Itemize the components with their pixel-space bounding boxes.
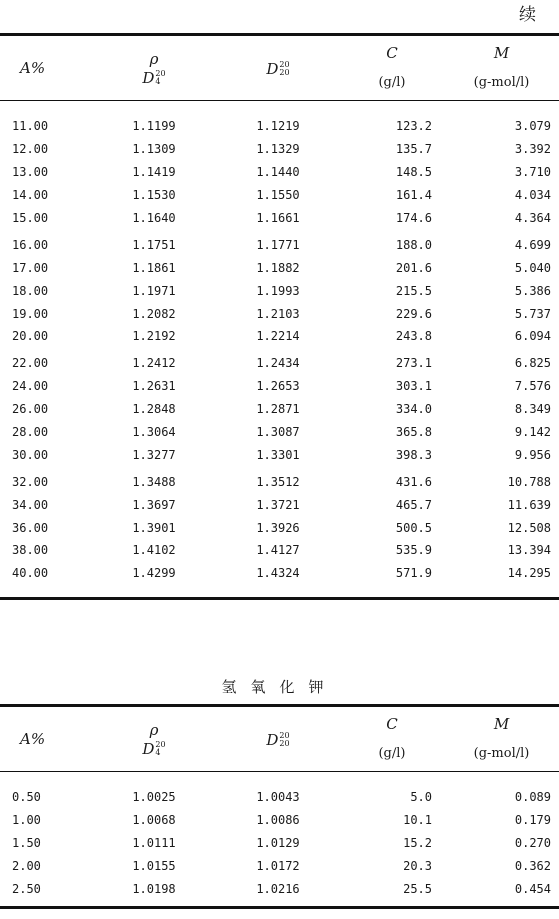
cell-concentration: 303.1 [395,379,432,394]
table-row [0,325,559,348]
cell-molarity: 0.362 [514,859,551,874]
table-row [0,101,559,138]
cell-rho: 1.1640 [132,211,176,225]
cell-rho: 1.0111 [132,836,176,851]
table-row [0,184,559,207]
cell-d20: 1.1550 [256,188,300,203]
cell-d20: 1.0086 [256,813,300,828]
header-a-percent: A% [20,730,46,748]
cell-d20: 1.1661 [256,211,300,225]
cell-d20: 1.3721 [256,497,300,512]
header-concentration [340,706,444,772]
cell-a-percent: 1.50 [12,836,41,851]
cell-d20: 1.1993 [256,283,300,298]
cell-d20: 1.2434 [256,356,300,371]
header-d4-symbol: D [142,68,155,87]
cell-a-percent: 28.00 [12,425,49,440]
cell-a-percent: 1.00 [12,813,41,828]
cell-concentration: 5.0 [410,790,432,805]
cell-d20: 1.3926 [256,520,300,535]
cell-a-percent: 30.00 [12,447,49,462]
header-d20 [216,35,340,101]
cell-a-percent: 40.00 [12,566,49,581]
cell-molarity: 5.737 [514,306,551,321]
cell-molarity: 5.386 [514,283,551,298]
cell-rho: 1.0025 [132,790,176,805]
cell-rho: 1.0068 [132,813,176,828]
cell-a-percent: 14.00 [12,188,49,203]
table-header-row [0,35,559,101]
cell-d20: 1.1771 [256,237,300,252]
cell-concentration: 123.2 [395,119,432,134]
header-d20-sup: 20 [279,731,290,740]
cell-concentration: 215.5 [395,283,432,298]
cell-molarity: 0.270 [514,836,551,851]
cell-rho: 1.3901 [132,520,176,535]
cell-rho: 1.1530 [132,188,176,203]
table-row [0,539,559,562]
cell-rho: 1.1419 [132,165,176,180]
cell-concentration: 398.3 [395,447,432,462]
cell-molarity: 3.079 [514,119,551,134]
header-d20-sub: 20 [279,68,290,77]
cell-concentration: 465.7 [395,497,432,512]
cell-molarity: 7.576 [514,379,551,394]
cell-d20: 1.2214 [256,329,300,344]
table-row [0,138,559,161]
cell-d20: 1.2871 [256,402,300,417]
cell-rho: 1.2192 [132,329,176,344]
cell-concentration: 174.6 [395,211,432,225]
header-concentration [340,35,444,101]
table-row [0,256,559,279]
header-d20-indices [279,732,289,748]
cell-molarity: 5.040 [514,260,551,275]
table-row [0,562,559,585]
cell-a-percent: 34.00 [12,497,49,512]
cell-concentration: 148.5 [395,165,432,180]
cell-concentration: 243.8 [395,329,432,344]
cell-rho: 1.1309 [132,142,176,157]
cell-rho: 1.2082 [132,306,176,321]
cell-concentration: 365.8 [395,425,432,440]
cell-rho: 1.3277 [132,447,176,462]
cell-d20: 1.0129 [256,836,300,851]
cell-molarity: 0.089 [514,790,551,805]
header-m-unit: (g-mol/l) [473,746,530,761]
header-c-symbol: C [386,715,398,733]
header-m-symbol: M [493,44,510,62]
cell-rho: 1.2631 [132,379,176,394]
cell-concentration: 15.2 [403,836,432,851]
cell-a-percent: 24.00 [12,379,49,394]
cell-a-percent: 19.00 [12,306,49,321]
cell-molarity: 12.508 [507,520,551,535]
cell-a-percent: 16.00 [12,237,49,252]
table-row [0,421,559,444]
cell-a-percent: 26.00 [12,402,49,417]
cell-rho: 1.3488 [132,474,176,489]
section-title: 氢氧化钾 [221,678,338,696]
table-2-body [0,772,559,901]
header-d4-indices [155,741,165,757]
header-d4-indices [155,70,165,86]
table-row [0,207,559,230]
cell-d20: 1.0216 [256,882,300,896]
table-row [0,466,559,493]
cell-rho: 1.3064 [132,425,176,440]
cell-molarity: 3.710 [514,165,551,180]
cell-concentration: 135.7 [395,142,432,157]
cell-rho: 1.4102 [132,543,176,558]
cell-molarity: 4.034 [514,188,551,203]
header-m-unit: (g-mol/l) [473,75,530,90]
header-rho: ρ [149,49,159,68]
cell-a-percent: 2.00 [12,859,41,874]
table-row [0,229,559,256]
cell-molarity: 13.394 [507,543,551,558]
cell-a-percent: 38.00 [12,543,49,558]
cell-rho: 1.1861 [132,260,176,275]
header-d20-sup: 20 [279,60,290,69]
table-row [0,375,559,398]
cell-a-percent: 36.00 [12,520,49,535]
cell-a-percent: 0.50 [12,790,41,805]
header-d20 [216,706,340,772]
cell-a-percent: 13.00 [12,165,49,180]
cell-concentration: 20.3 [403,859,432,874]
table-row [0,772,559,809]
header-molarity [444,35,559,101]
header-d20-indices [279,61,289,77]
cell-molarity: 9.142 [514,425,551,440]
table-row [0,832,559,855]
table-row [0,516,559,539]
cell-a-percent: 11.00 [12,119,49,134]
cell-d20: 1.4324 [256,566,300,581]
cell-molarity: 6.094 [514,329,551,344]
table-1-body [0,101,559,585]
table-row [0,493,559,516]
header-d4-sup: 20 [155,69,166,78]
cell-concentration: 334.0 [395,402,432,417]
cell-d20: 1.1219 [256,119,300,134]
table-row [0,809,559,832]
cell-d20: 1.2653 [256,379,300,394]
cell-d20: 1.4127 [256,543,300,558]
table-1-bottom-rule [0,597,559,600]
cell-d20: 1.0043 [256,790,300,805]
header-a-percent: A% [20,59,46,77]
table-2-bottom-rule [0,906,559,909]
cell-molarity: 9.956 [514,447,551,462]
cell-molarity: 6.825 [514,356,551,371]
cell-d20: 1.3301 [256,447,300,462]
cell-molarity: 14.295 [507,566,551,581]
table-row [0,302,559,325]
cell-concentration: 431.6 [395,474,432,489]
header-d20-sub: 20 [279,739,290,748]
cell-d20: 1.1329 [256,142,300,157]
cell-concentration: 25.5 [403,882,432,896]
cell-a-percent: 2.50 [12,882,41,896]
cell-molarity: 10.788 [507,474,551,489]
cell-a-percent: 32.00 [12,474,49,489]
cell-d20: 1.3512 [256,474,300,489]
cell-concentration: 161.4 [395,188,432,203]
table-row [0,279,559,302]
cell-molarity: 3.392 [514,142,551,157]
table-row [0,878,559,901]
cell-concentration: 500.5 [395,520,432,535]
cell-molarity: 0.454 [514,882,551,896]
cell-concentration: 229.6 [395,306,432,321]
cell-molarity: 4.364 [514,211,551,225]
cell-rho: 1.1971 [132,283,176,298]
header-rho: ρ [149,720,159,739]
cell-molarity: 8.349 [514,402,551,417]
header-m-symbol: M [493,715,510,733]
cell-rho: 1.1751 [132,237,176,252]
header-rho-d4 [92,35,216,101]
cell-rho: 1.2412 [132,356,176,371]
header-d20-symbol: D [266,59,279,78]
table-row [0,398,559,421]
cell-d20: 1.1440 [256,165,300,180]
header-c-unit: (g/l) [378,746,406,761]
table-row [0,855,559,878]
table-row [0,443,559,466]
density-table-2 [0,704,559,900]
header-d4-sub: 4 [155,748,161,757]
cell-rho: 1.4299 [132,566,176,581]
header-c-unit: (g/l) [378,75,406,90]
table-row [0,161,559,184]
header-d20-symbol: D [266,730,279,749]
cell-rho: 1.3697 [132,497,176,512]
cell-concentration: 273.1 [395,356,432,371]
density-table-1 [0,33,559,585]
cell-concentration: 201.6 [395,260,432,275]
cell-a-percent: 17.00 [12,260,49,275]
cell-concentration: 10.1 [403,813,432,828]
header-molarity [444,706,559,772]
cell-concentration: 571.9 [395,566,432,581]
table-header-row [0,706,559,772]
header-c-symbol: C [386,44,398,62]
cell-rho: 1.1199 [132,119,176,134]
cell-d20: 1.3087 [256,425,300,440]
cell-a-percent: 20.00 [12,329,49,344]
cell-a-percent: 22.00 [12,356,49,371]
cell-d20: 1.1882 [256,260,300,275]
cell-rho: 1.0155 [132,859,176,874]
header-d4-symbol: D [142,739,155,758]
cell-a-percent: 18.00 [12,283,49,298]
cell-d20: 1.2103 [256,306,300,321]
header-rho-d4 [92,706,216,772]
cell-concentration: 535.9 [395,543,432,558]
header-d4-sup: 20 [155,740,166,749]
cell-a-percent: 15.00 [12,211,49,225]
cell-molarity: 4.699 [514,237,551,252]
header-d4-sub: 4 [155,77,161,86]
cell-a-percent: 12.00 [12,142,49,157]
continued-label: 续 [519,5,537,25]
cell-d20: 1.0172 [256,859,300,874]
cell-concentration: 188.0 [395,237,432,252]
cell-rho: 1.2848 [132,402,176,417]
table-row [0,348,559,375]
cell-molarity: 0.179 [514,813,551,828]
cell-molarity: 11.639 [507,497,551,512]
cell-rho: 1.0198 [132,882,176,896]
